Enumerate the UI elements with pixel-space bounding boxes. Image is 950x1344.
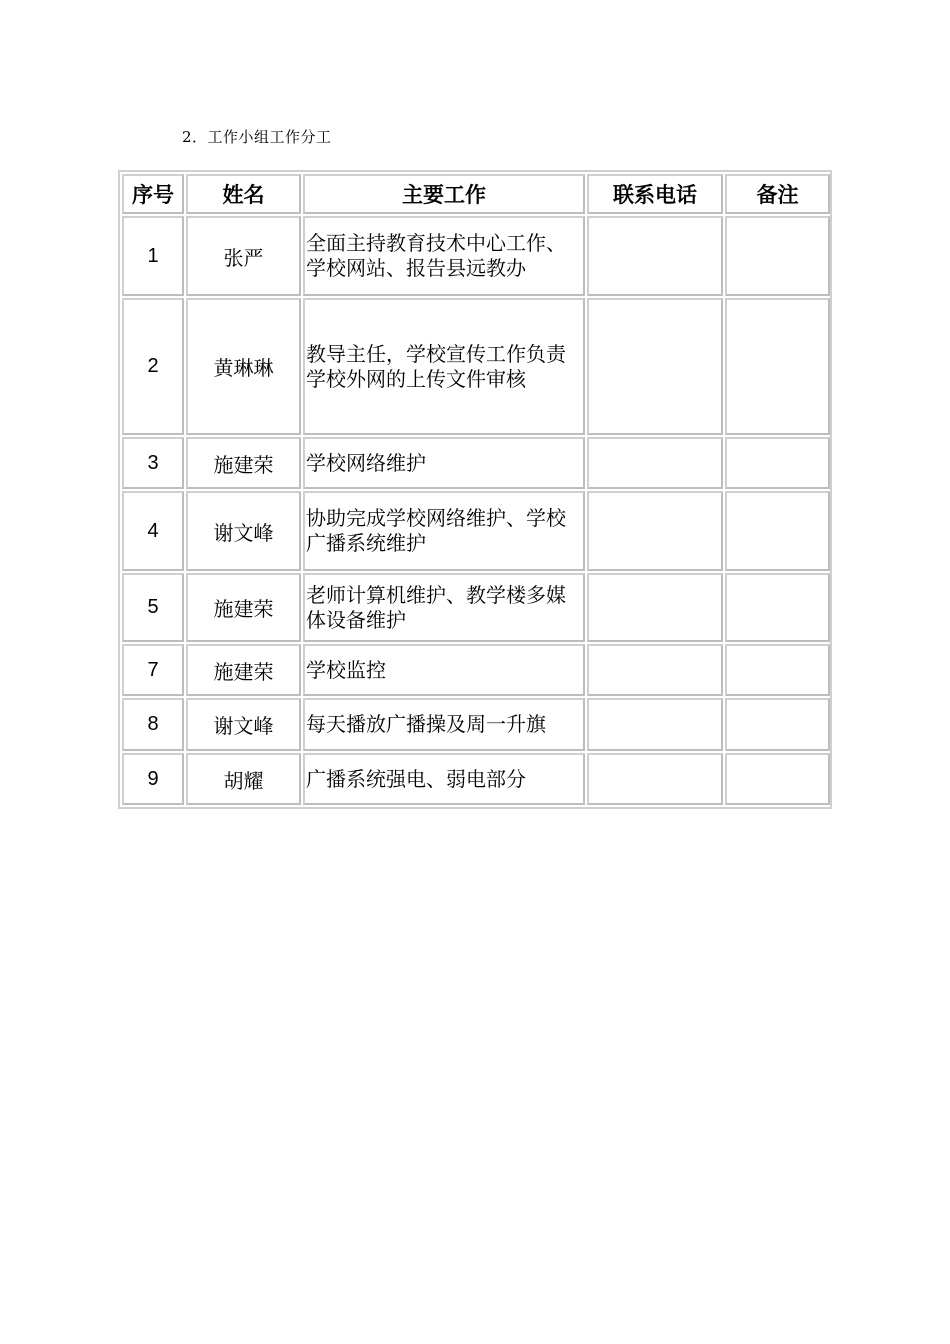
row-serial: 8 bbox=[122, 698, 184, 751]
row-serial: 5 bbox=[122, 573, 184, 642]
row-work: 每天播放广播操及周一升旗 bbox=[303, 698, 585, 751]
table-row bbox=[122, 491, 830, 571]
row-work: 教导主任，学校宣传工作负责学校外网的上传文件审核 bbox=[303, 298, 585, 435]
table-row bbox=[122, 437, 830, 489]
row-remarks bbox=[725, 298, 830, 435]
row-serial: 3 bbox=[122, 437, 184, 489]
row-name: 施建荣 bbox=[186, 644, 301, 696]
header-remarks: 备注 bbox=[725, 174, 830, 214]
row-remarks bbox=[725, 698, 830, 751]
table-row bbox=[122, 216, 830, 296]
table-row bbox=[122, 298, 830, 435]
row-work: 学校监控 bbox=[303, 644, 585, 696]
header-phone: 联系电话 bbox=[587, 174, 723, 214]
row-remarks bbox=[725, 216, 830, 296]
table-row bbox=[122, 644, 830, 696]
row-name: 胡耀 bbox=[186, 753, 301, 805]
row-name: 黄琳琳 bbox=[186, 298, 301, 435]
row-name: 谢文峰 bbox=[186, 491, 301, 571]
row-work: 全面主持教育技术中心工作、学校网站、报告县远教办 bbox=[303, 216, 585, 296]
row-remarks bbox=[725, 753, 830, 805]
row-name: 谢文峰 bbox=[186, 698, 301, 751]
row-work: 老师计算机维护、教学楼多媒体设备维护 bbox=[303, 573, 585, 642]
section-heading: 2．工作小组工作分工 bbox=[182, 128, 332, 146]
row-serial: 7 bbox=[122, 644, 184, 696]
row-serial: 1 bbox=[122, 216, 184, 296]
row-name: 施建荣 bbox=[186, 437, 301, 489]
row-serial: 9 bbox=[122, 753, 184, 805]
table-header-row bbox=[122, 174, 830, 214]
row-remarks bbox=[725, 437, 830, 489]
assignment-table bbox=[118, 170, 832, 809]
header-main-work: 主要工作 bbox=[303, 174, 585, 214]
table-row bbox=[122, 698, 830, 751]
row-phone bbox=[587, 216, 723, 296]
table-row bbox=[122, 753, 830, 805]
row-remarks bbox=[725, 491, 830, 571]
row-name: 张严 bbox=[186, 216, 301, 296]
row-phone bbox=[587, 298, 723, 435]
table-row bbox=[122, 573, 830, 642]
header-serial: 序号 bbox=[122, 174, 184, 214]
row-serial: 2 bbox=[122, 298, 184, 435]
header-name: 姓名 bbox=[186, 174, 301, 214]
row-work: 广播系统强电、弱电部分 bbox=[303, 753, 585, 805]
row-phone bbox=[587, 491, 723, 571]
row-phone bbox=[587, 753, 723, 805]
row-phone bbox=[587, 437, 723, 489]
row-name: 施建荣 bbox=[186, 573, 301, 642]
row-remarks bbox=[725, 644, 830, 696]
row-serial: 4 bbox=[122, 491, 184, 571]
row-work: 学校网络维护 bbox=[303, 437, 585, 489]
row-remarks bbox=[725, 573, 830, 642]
row-phone bbox=[587, 644, 723, 696]
row-work: 协助完成学校网络维护、学校广播系统维护 bbox=[303, 491, 585, 571]
row-phone bbox=[587, 698, 723, 751]
row-phone bbox=[587, 573, 723, 642]
